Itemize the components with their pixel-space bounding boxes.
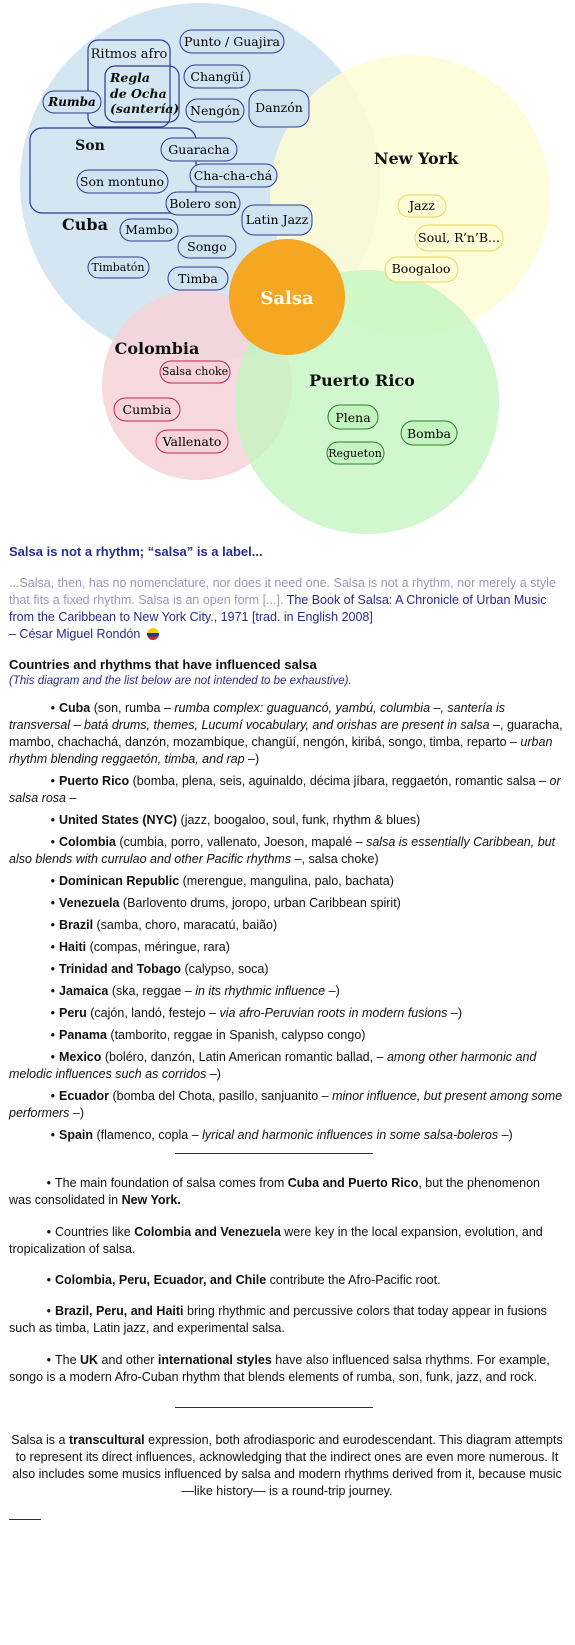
- bullet-icon: •: [50, 896, 55, 910]
- ritmos-afro-title: Ritmos afro: [90, 47, 168, 62]
- footer-rule: [9, 1519, 41, 1520]
- note-international: • The UK and other international styles have also influenced salsa rhythms. For example, songo is a modern Afro-Cuban rhythm that blends elements of rumba, son, funk, jazz, and rock.: [9, 1353, 550, 1384]
- bullet-icon: •: [50, 874, 55, 888]
- svg-text:Jazz: Jazz: [409, 198, 435, 213]
- bullet-icon: •: [50, 918, 55, 932]
- regla-label-1: Regla: [110, 70, 150, 85]
- separator-line: [175, 1153, 373, 1154]
- pill-plena: [328, 405, 378, 429]
- svg-text:Songo: Songo: [187, 239, 227, 254]
- venezuela-flag-icon: [147, 628, 159, 640]
- intro-quote-block: [9, 575, 565, 643]
- country-item: • Haiti (compas, méringue, rara): [9, 939, 565, 956]
- pill-sonmontuno: [77, 170, 168, 193]
- pill-reggaeton: [327, 442, 384, 464]
- country-item: • Brazil (samba, choro, maracatú, baião): [9, 917, 565, 934]
- pill-vallenato: [156, 430, 228, 453]
- pill-nengon: [186, 99, 244, 122]
- salsa-title: Salsa: [260, 288, 314, 309]
- svg-text:Plena: Plena: [335, 410, 371, 425]
- bullet-icon: •: [50, 962, 55, 976]
- pill-punto: [180, 30, 284, 53]
- pill-songo: [178, 236, 236, 258]
- newyork-title: New York: [373, 149, 459, 168]
- country-item: • Mexico (boléro, danzón, Latin American romantic ballad, – among other harmonic and melodic influences such as corridos –): [9, 1050, 537, 1081]
- svg-text:Cumbia: Cumbia: [122, 402, 172, 417]
- pill-latinjazz: [242, 205, 312, 235]
- svg-text:Cha-cha-chá: Cha-cha-chá: [193, 168, 273, 183]
- pill-cumbia: [114, 398, 180, 421]
- svg-text:Regueton: Regueton: [328, 447, 382, 460]
- svg-text:Nengón: Nengón: [190, 103, 240, 118]
- country-item: • Spain (flamenco, copla – lyrical and harmonic influences in some salsa-boleros –): [9, 1127, 565, 1144]
- pill-soul: [415, 225, 503, 251]
- bullet-icon: •: [50, 1028, 55, 1042]
- cuba-title: Cuba: [62, 215, 108, 234]
- separator-line-2: [175, 1407, 373, 1408]
- svg-text:Bolero son: Bolero son: [169, 196, 237, 211]
- pill-timba: [168, 267, 228, 290]
- country-item: • Peru (cajón, landó, festejo – via afro-Peruvian roots in modern fusions –): [9, 1005, 565, 1022]
- pill-guaracha: [161, 138, 237, 161]
- bullet-icon: •: [50, 940, 55, 954]
- country-item: • Colombia (cumbia, porro, vallenato, Joeson, mapalé – salsa is essentially Caribbean, but also blends with currulao and other Pacific rhythms –, salsa choke): [9, 835, 556, 866]
- puertorico-title: Puerto Rico: [309, 371, 415, 390]
- bullet-icon: •: [50, 1089, 55, 1103]
- svg-text:Son montuno: Son montuno: [79, 174, 165, 189]
- country-item: • Puerto Rico (bomba, plena, seis, aguinaldo, décima jíbara, reggaetón, romantic salsa – or salsa rosa –: [9, 774, 561, 805]
- countries-list: [9, 700, 565, 1149]
- bullet-icon: •: [50, 701, 55, 715]
- pill-mambo: [120, 219, 178, 241]
- country-item: • Dominican Republic (merengue, mangulina, palo, bachata): [9, 873, 565, 890]
- country-item: • Trinidad and Tobago (calypso, soca): [9, 961, 565, 978]
- pill-changui: [184, 65, 250, 88]
- svg-text:Timbatón: Timbatón: [91, 261, 145, 274]
- svg-text:Latin Jazz: Latin Jazz: [245, 212, 309, 227]
- intro-source[interactable]: The Book of Salsa: A Chronicle of Urban Music from the Caribbean to New York City., 1971 [trad. in English 2008]: [9, 593, 547, 624]
- regla-label-2: de Ocha: [110, 86, 167, 101]
- country-item: • United States (NYC) (jazz, boogaloo, soul, funk, rhythm & blues): [9, 812, 565, 829]
- svg-text:Rumba: Rumba: [48, 95, 96, 109]
- pill-jazz: [398, 195, 446, 217]
- colombia-title: Colombia: [114, 339, 200, 358]
- son-group-title: Son: [75, 138, 105, 154]
- pill-chacha: [190, 164, 277, 187]
- svg-text:Guaracha: Guaracha: [168, 142, 230, 157]
- bullet-icon: •: [50, 984, 55, 998]
- countries-title: Countries and rhythms that have influenced salsa: [9, 657, 317, 672]
- country-item: • Jamaica (ska, reggae – in its rhythmic influence –): [9, 983, 565, 1000]
- countries-subtitle: (This diagram and the list below are not intended to be exhaustive).: [9, 675, 352, 687]
- svg-text:Boogaloo: Boogaloo: [391, 261, 451, 276]
- bullet-icon: •: [50, 1050, 55, 1064]
- pill-boogaloo: [385, 257, 458, 282]
- salsa-influence-diagram: [0, 0, 575, 540]
- regla-label-3: (santería): [110, 101, 180, 116]
- svg-text:Punto / Guajira: Punto / Guajira: [183, 34, 281, 49]
- intro-author: – César Miguel Rondón: [9, 627, 141, 641]
- closing-paragraph: Salsa is a transcultural expression, both afrodiasporic and eurodescendant. This diagram attempts to represent its direct influences, acknowledging that the indirect ones are even more numerous. It also includes some musics influenced by salsa and modern rhythms derived from it, because music —like history— is a round-trip journey.: [11, 1433, 563, 1498]
- bullet-icon: •: [50, 813, 55, 827]
- pill-bolero: [166, 192, 240, 215]
- note-foundation: • The main foundation of salsa comes from Cuba and Puerto Rico, but the phenomenon was consolidated in New York.: [9, 1176, 540, 1207]
- svg-text:Bomba: Bomba: [406, 426, 452, 441]
- bullet-icon: •: [50, 1128, 55, 1142]
- svg-text:Salsa choke: Salsa choke: [161, 365, 229, 378]
- bullet-icon: •: [50, 774, 55, 788]
- note-expansion: • Countries like Colombia and Venezuela were key in the local expansion, evolution, and tropicalization of salsa.: [9, 1225, 543, 1256]
- countries-header: [9, 656, 565, 690]
- country-item: • Panama (tamborito, reggae in Spanish, calypso congo): [9, 1027, 565, 1044]
- svg-text:Mambo: Mambo: [125, 222, 173, 237]
- pill-timbaton: [88, 257, 149, 278]
- intro-quote: ...Salsa, then, has no nomenclature, nor does it need one. Salsa is not a rhythm, nor merely a style that fits a fixed rhythm. Salsa is an open form [...].: [9, 576, 556, 607]
- bullet-icon: •: [50, 835, 55, 849]
- pill-bomba: [401, 421, 457, 445]
- country-item: • Cuba (son, rumba – rumba complex: guaguancó, yambú, columbia –, santería is transversal – batá drums, themes, Lucumí vocabulary, and orishas are present in salsa –, guaracha, mambo, chachachá, danzón, mozambique, changüí, nengón, kiribá, songo, timba, reparto – urban rhythm blending reggaetón, timba, and rap –): [9, 701, 563, 766]
- pill-salsachoke: [160, 361, 230, 383]
- svg-text:Soul, R’n’B...: Soul, R’n’B...: [418, 230, 500, 245]
- note-percussive: • Brazil, Peru, and Haiti bring rhythmic and percussive colors that today appear in fusions such as timba, Latin jazz, and experimental salsa.: [9, 1304, 547, 1335]
- svg-text:Changüí: Changüí: [190, 69, 244, 84]
- svg-text:Vallenato: Vallenato: [162, 434, 222, 449]
- intro-title: Salsa is not a rhythm; “salsa” is a label...: [9, 544, 263, 559]
- pill-rumba: [43, 91, 101, 113]
- svg-text:Timba: Timba: [178, 271, 218, 286]
- country-item: • Venezuela (Barlovento drums, joropo, urban Caribbean spirit): [9, 895, 565, 912]
- country-item: • Ecuador (bomba del Chota, pasillo, sanjuanito – minor influence, but present among some performers –): [9, 1089, 563, 1120]
- svg-text:Danzón: Danzón: [255, 100, 303, 115]
- bullet-icon: •: [50, 1006, 55, 1020]
- note-afro-pacific: • Colombia, Peru, Ecuador, and Chile contribute the Afro-Pacific root.: [46, 1273, 441, 1287]
- pill-danzon: [249, 90, 309, 127]
